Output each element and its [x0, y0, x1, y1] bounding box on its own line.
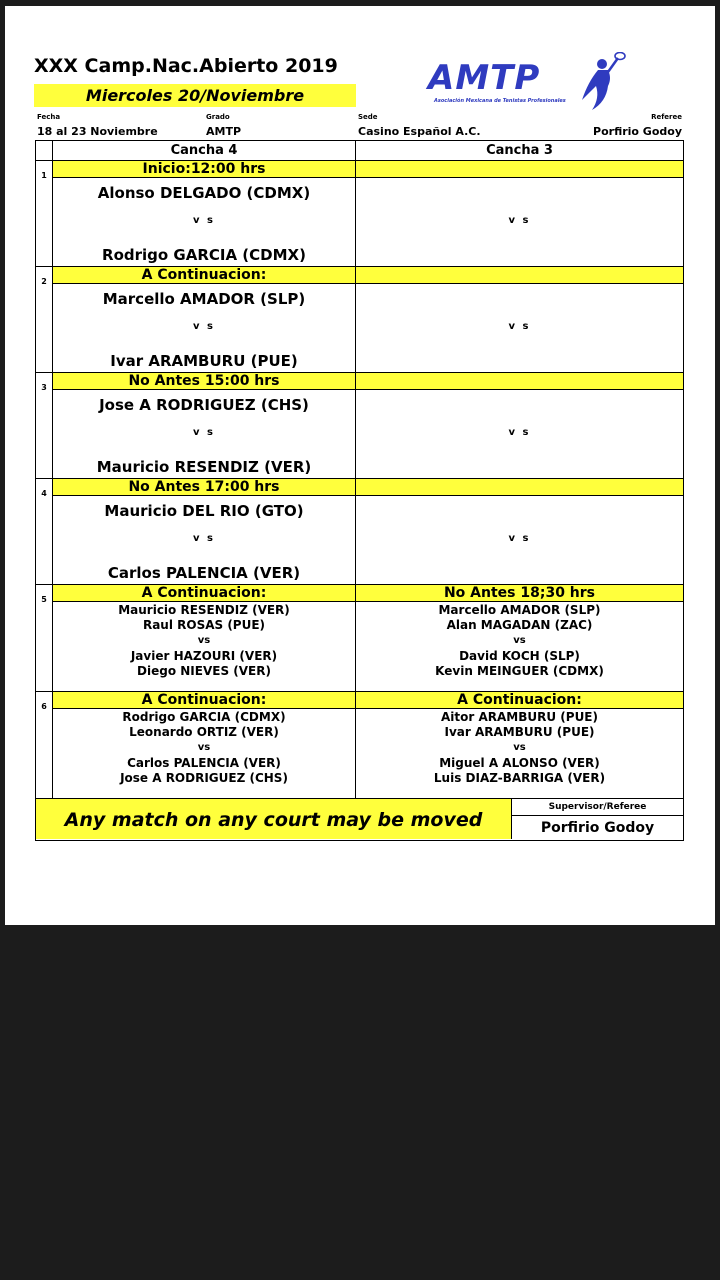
corner-cell — [36, 141, 53, 161]
player-name: David KOCH (SLP) — [459, 648, 580, 663]
player-name: Marcello AMADOR (SLP) — [102, 290, 306, 308]
player-name: Ivar ARAMBURU (PUE) — [110, 352, 298, 370]
time-label: Inicio:12:00 hrs — [53, 161, 355, 178]
player-name: Aitor ARAMBURU (PUE) — [441, 710, 598, 724]
match-cell — [53, 267, 356, 373]
fecha-label: Fecha — [37, 113, 61, 121]
vs-label: v s — [508, 533, 531, 544]
match-cell — [356, 479, 684, 585]
logo-text: AMTP — [428, 58, 541, 98]
match-cell — [356, 585, 684, 692]
player-name: Rodrigo GARCIA (CDMX) — [122, 710, 286, 724]
time-label — [356, 479, 683, 496]
player-name: Javier HAZOURI (VER) — [130, 648, 278, 663]
player-name: Mauricio RESENDIZ (VER) — [96, 458, 312, 476]
player-name: Mauricio DEL RIO (GTO) — [104, 502, 304, 520]
footer-box — [35, 798, 684, 841]
time-label — [356, 267, 683, 284]
amtp-logo — [428, 52, 628, 112]
match-row — [36, 373, 684, 479]
time-label: A Continuacion: — [53, 267, 355, 284]
vs-label: v s — [508, 215, 531, 226]
match-row — [36, 267, 684, 373]
referee-label: Referee — [651, 113, 682, 121]
player-name: Leonardo ORTIZ (VER) — [129, 725, 279, 740]
row-number: 5 — [36, 585, 53, 692]
player-name: Diego NIEVES (VER) — [137, 663, 271, 678]
vs-label: v s — [193, 215, 215, 226]
vs-label: vs — [513, 635, 526, 647]
time-label — [356, 373, 683, 390]
time-label — [356, 161, 683, 178]
vs-label: v s — [193, 427, 215, 438]
vs-label: v s — [193, 321, 215, 332]
fecha-value: 18 al 23 Noviembre — [37, 125, 158, 138]
match-cell — [53, 585, 356, 692]
time-label: A Continuacion: — [53, 692, 355, 709]
match-row — [36, 585, 684, 692]
player-name: Raul ROSAS (PUE) — [142, 618, 266, 633]
match-cell — [53, 692, 356, 799]
player-name: Ivar ARAMBURU (PUE) — [444, 725, 595, 740]
tournament-title: XXX Camp.Nac.Abierto 2019 — [34, 55, 338, 77]
match-cell — [53, 373, 356, 479]
match-cell — [356, 692, 684, 799]
time-label: A Continuacion: — [356, 692, 683, 709]
time-label: A Continuacion: — [53, 585, 355, 602]
vs-label: vs — [197, 742, 211, 754]
match-cell — [356, 161, 684, 267]
row-number: 1 — [36, 161, 53, 267]
match-cell — [356, 267, 684, 373]
logo-subtitle: Asociación Mexicana de Tenistas Profesionales — [434, 98, 566, 104]
vs-label: v s — [508, 427, 531, 438]
match-row — [36, 479, 684, 585]
row-number: 4 — [36, 479, 53, 585]
player-name: Rodrigo GARCIA (CDMX) — [102, 246, 306, 264]
sede-value: Casino Español A.C. — [358, 125, 481, 138]
vs-label: vs — [197, 635, 211, 647]
match-cell — [53, 161, 356, 267]
time-label: No Antes 17:00 hrs — [53, 479, 355, 496]
supervisor-label: Supervisor/Referee — [512, 799, 683, 816]
row-number: 3 — [36, 373, 53, 479]
player-name: Carlos PALENCIA (VER) — [127, 755, 281, 770]
player-name: Jose A RODRIGUEZ (CHS) — [99, 396, 309, 414]
player-name: Jose A RODRIGUEZ (CHS) — [120, 770, 288, 785]
player-name: Marcello AMADOR (SLP) — [438, 603, 601, 617]
match-row — [36, 692, 684, 799]
match-row — [36, 161, 684, 267]
day-banner: Miercoles 20/Noviembre — [34, 84, 356, 107]
grado-label: Grado — [206, 113, 230, 121]
schedule-table — [35, 140, 684, 799]
player-name: Mauricio RESENDIZ (VER) — [118, 603, 290, 617]
notice-message: Any match on any court may be moved — [36, 799, 512, 839]
player-name: Alonso DELGADO (CDMX) — [97, 184, 311, 202]
row-number: 2 — [36, 267, 53, 373]
court-header-left: Cancha 4 — [53, 141, 356, 161]
player-name: Miguel A ALONSO (VER) — [439, 755, 600, 770]
supervisor-name: Porfirio Godoy — [540, 820, 655, 836]
player-name: Carlos PALENCIA (VER) — [107, 564, 301, 582]
player-name: Luis DIAZ-BARRIGA (VER) — [433, 770, 606, 785]
referee-value: Porfirio Godoy — [593, 125, 682, 138]
player-name: Alan MAGADAN (ZAC) — [446, 618, 593, 633]
sede-label: Sede — [358, 113, 378, 121]
vs-label: vs — [513, 742, 526, 754]
match-cell — [53, 479, 356, 585]
time-label: No Antes 18;30 hrs — [356, 585, 683, 602]
tennis-player-icon — [568, 52, 628, 112]
time-label: No Antes 15:00 hrs — [53, 373, 355, 390]
court-header-right: Cancha 3 — [356, 141, 684, 161]
player-name: Kevin MEINGUER (CDMX) — [435, 663, 604, 678]
vs-label: v s — [193, 533, 215, 544]
vs-label: v s — [508, 321, 531, 332]
row-number: 6 — [36, 692, 53, 799]
match-cell — [356, 373, 684, 479]
grado-value: AMTP — [206, 125, 242, 138]
